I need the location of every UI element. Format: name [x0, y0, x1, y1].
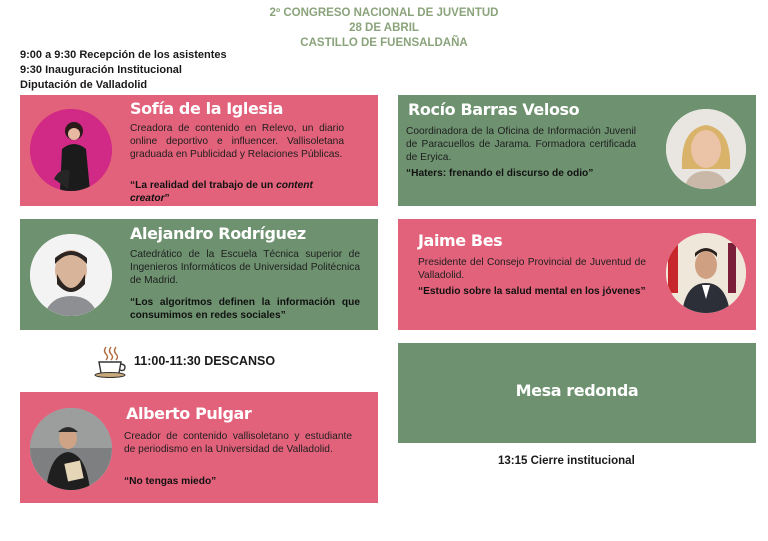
speaker-description: Creadora de contenido en Relevo, un diario online deportivo e influencer. Vallisoletana graduada en Publicidad y Relaciones Públicas.: [130, 123, 344, 160]
speaker-name: Sofía de la Iglesia: [130, 99, 284, 118]
speaker-photo-rocio: [666, 109, 746, 189]
speaker-card-rocio: [398, 95, 756, 206]
event-venue: CASTILLO DE FUENSALDAÑA: [300, 37, 468, 49]
talk-title: [130, 179, 344, 205]
speaker-name: Jaime Bes: [418, 231, 503, 250]
speaker-description: Presidente del Consejo Provincial de Juventud de Valladolid.: [418, 257, 646, 281]
talk-title-part: “La realidad del trabajo de un: [130, 180, 277, 191]
schedule-inauguration: 9:30 Inauguración Institucional: [20, 64, 182, 76]
talk-title-italic: content creator: [130, 180, 313, 204]
event-date: 28 DE ABRIL: [349, 22, 419, 34]
closing-label: 13:15 Cierre institucional: [498, 455, 635, 467]
speaker-description: Creador de contenido vallisoletano y estudiante de periodismo en la Universidad de Valladolid.: [124, 431, 352, 455]
speaker-card-alberto: [20, 392, 378, 503]
opening-schedule: [20, 48, 227, 93]
schedule-reception: 9:00 a 9:30 Recepción de los asistentes: [20, 49, 227, 61]
speaker-card-sofia: [20, 95, 378, 206]
schedule-organizer: Diputación de Valladolid: [20, 79, 148, 91]
break-label: 11:00-11:30 DESCANSO: [134, 354, 276, 368]
talk-title: “Estudio sobre la salud mental en los jóvenes”: [418, 286, 646, 297]
talk-title: “Los algoritmos definen la información que consumimos en redes sociales”: [130, 297, 360, 321]
roundtable-card: [398, 343, 756, 443]
event-title: 2º CONGRESO NACIONAL DE JUVENTUD: [269, 7, 499, 19]
speaker-name: Rocío Barras Veloso: [408, 100, 580, 119]
speaker-description: Catedrático de la Escuela Técnica superior de Ingenieros Informáticos de Universidad Politécnica de Madrid.: [130, 249, 360, 286]
speaker-name: Alejandro Rodríguez: [130, 224, 306, 243]
coffee-cup-icon: [93, 345, 129, 379]
talk-title: “Haters: frenando el discurso de odio”: [406, 168, 594, 179]
speaker-photo-alberto: [30, 408, 112, 490]
speaker-description: Coordinadora de la Oficina de Información Juvenil de Paracuellos de Jarama. Formadora certificada de Eryica.: [406, 126, 636, 163]
speaker-photo-sofia: [30, 109, 112, 191]
speaker-card-alejandro: [20, 219, 378, 330]
speaker-photo-jaime: [666, 233, 746, 313]
roundtable-title: Mesa redonda: [515, 381, 639, 400]
talk-title-end: ”: [164, 193, 170, 204]
speaker-name: Alberto Pulgar: [126, 404, 252, 423]
speaker-card-jaime: [398, 219, 756, 330]
speaker-photo-alejandro: [30, 234, 112, 316]
talk-title: “No tengas miedo”: [124, 476, 217, 487]
